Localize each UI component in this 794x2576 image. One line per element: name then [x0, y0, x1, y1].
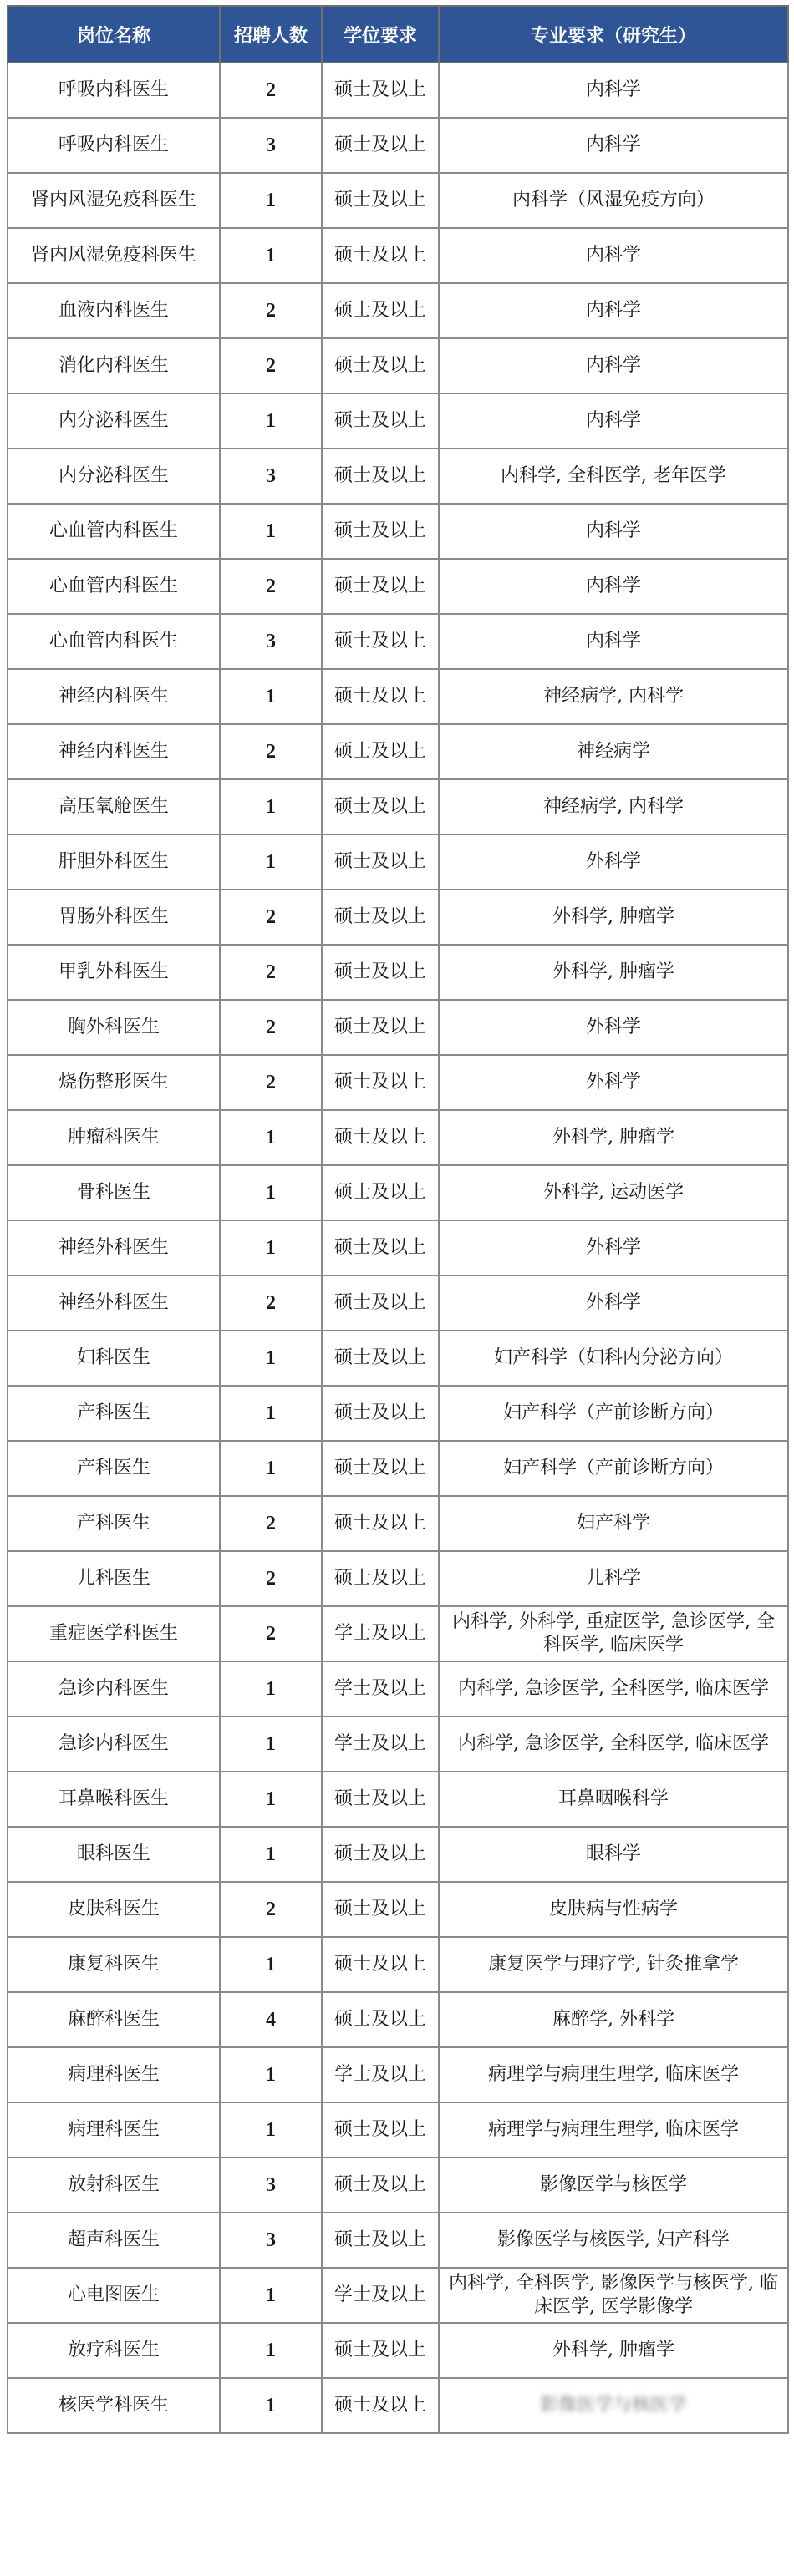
cell-post: 病理科医生: [8, 2102, 220, 2158]
table-row: [8, 338, 788, 393]
cell-degree: 硕士及以上: [322, 1441, 439, 1496]
cell-major: 内科学, 全科医学, 老年医学: [439, 449, 788, 504]
cell-major: 内科学, 急诊医学, 全科医学, 临床医学: [439, 1661, 788, 1716]
cell-count: 2: [220, 63, 322, 118]
cell-major: 内科学: [439, 63, 788, 118]
cell-count: 1: [220, 779, 322, 834]
cell-post: 神经外科医生: [8, 1220, 220, 1275]
cell-major: 内科学: [439, 504, 788, 559]
cell-post: 骨科医生: [8, 1165, 220, 1220]
cell-post: 产科医生: [8, 1386, 220, 1441]
cell-post: 急诊内科医生: [8, 1716, 220, 1772]
table-row: [8, 504, 788, 559]
cell-post: 心电图医生: [8, 2268, 220, 2323]
cell-count: 2: [220, 1496, 322, 1551]
table-row: [8, 559, 788, 614]
cell-degree: 硕士及以上: [322, 614, 439, 669]
cell-post: 胃肠外科医生: [8, 890, 220, 945]
cell-count: 2: [220, 945, 322, 1000]
cell-degree: 硕士及以上: [322, 559, 439, 614]
cell-count: 3: [220, 2213, 322, 2268]
cell-degree: 硕士及以上: [322, 338, 439, 393]
cell-count: 1: [220, 1220, 322, 1275]
cell-post: 神经内科医生: [8, 669, 220, 724]
cell-degree: 硕士及以上: [322, 393, 439, 449]
cell-degree: 硕士及以上: [322, 63, 439, 118]
cell-degree: 硕士及以上: [322, 1551, 439, 1606]
cell-count: 1: [220, 393, 322, 449]
cell-degree: 硕士及以上: [322, 1000, 439, 1055]
cell-post: 病理科医生: [8, 2047, 220, 2102]
table-row: [8, 779, 788, 834]
cell-major: 外科学, 肿瘤学: [439, 890, 788, 945]
cell-count: 2: [220, 724, 322, 779]
cell-major: 内科学: [439, 338, 788, 393]
table-row: [8, 1937, 788, 1992]
cell-major: 眼科学: [439, 1827, 788, 1882]
cell-post: 急诊内科医生: [8, 1661, 220, 1716]
cell-degree: 硕士及以上: [322, 2158, 439, 2213]
cell-degree: 硕士及以上: [322, 1882, 439, 1937]
table-row: [8, 1496, 788, 1551]
cell-post: 呼吸内科医生: [8, 118, 220, 173]
cell-post: 胸外科医生: [8, 1000, 220, 1055]
cell-post: 放疗科医生: [8, 2323, 220, 2378]
cell-degree: 硕士及以上: [322, 834, 439, 890]
table-row: [8, 890, 788, 945]
cell-post: 产科医生: [8, 1441, 220, 1496]
cell-count: 1: [220, 1716, 322, 1772]
cell-post: 超声科医生: [8, 2213, 220, 2268]
cell-degree: 学士及以上: [322, 1606, 439, 1661]
cell-post: 耳鼻喉科医生: [8, 1772, 220, 1827]
cell-degree: 硕士及以上: [322, 1992, 439, 2047]
cell-major: 内科学: [439, 228, 788, 283]
table-row: [8, 1165, 788, 1220]
table-row: [8, 1386, 788, 1441]
cell-post: 麻醉科医生: [8, 1992, 220, 2047]
cell-major: 外科学: [439, 1275, 788, 1331]
cell-count: 3: [220, 118, 322, 173]
cell-count: 1: [220, 1165, 322, 1220]
table-row: [8, 1606, 788, 1661]
cell-major: 外科学: [439, 1220, 788, 1275]
cell-count: 2: [220, 338, 322, 393]
cell-degree: 硕士及以上: [322, 890, 439, 945]
cell-major: 内科学: [439, 559, 788, 614]
cell-count: 1: [220, 834, 322, 890]
cell-post: 重症医学科医生: [8, 1606, 220, 1661]
cell-post: 妇科医生: [8, 1331, 220, 1386]
cell-count: 1: [220, 228, 322, 283]
cell-degree: 硕士及以上: [322, 945, 439, 1000]
table-row: [8, 1992, 788, 2047]
header-row: [8, 6, 788, 63]
cell-degree: 硕士及以上: [322, 283, 439, 338]
table-row: [8, 2268, 788, 2323]
cell-degree: 硕士及以上: [322, 2213, 439, 2268]
cell-major: 内科学: [439, 614, 788, 669]
cell-degree: 硕士及以上: [322, 724, 439, 779]
cell-major: 神经病学, 内科学: [439, 779, 788, 834]
cell-count: 2: [220, 1882, 322, 1937]
header-post: 岗位名称: [8, 6, 220, 63]
cell-count: 1: [220, 2378, 322, 2433]
cell-post: 心血管内科医生: [8, 559, 220, 614]
cell-major: 病理学与病理生理学, 临床医学: [439, 2047, 788, 2102]
cell-post: 呼吸内科医生: [8, 63, 220, 118]
cell-count: 2: [220, 283, 322, 338]
cell-count: 3: [220, 449, 322, 504]
table-row: [8, 834, 788, 890]
cell-post: 放射科医生: [8, 2158, 220, 2213]
cell-major: 外科学, 运动医学: [439, 1165, 788, 1220]
cell-major: 神经病学, 内科学: [439, 669, 788, 724]
cell-degree: 学士及以上: [322, 1716, 439, 1772]
table-row: [8, 1275, 788, 1331]
table-row: [8, 2378, 788, 2433]
cell-count: 3: [220, 614, 322, 669]
cell-degree: 硕士及以上: [322, 1331, 439, 1386]
cell-count: 2: [220, 890, 322, 945]
cell-degree: 学士及以上: [322, 2047, 439, 2102]
cell-major: 麻醉学, 外科学: [439, 1992, 788, 2047]
table-row: [8, 283, 788, 338]
cell-post: 皮肤科医生: [8, 1882, 220, 1937]
cell-post: 眼科医生: [8, 1827, 220, 1882]
table-row: [8, 1220, 788, 1275]
cell-degree: 硕士及以上: [322, 2323, 439, 2378]
cell-degree: 硕士及以上: [322, 504, 439, 559]
header-major: 专业要求（研究生）: [439, 6, 788, 63]
cell-degree: 硕士及以上: [322, 669, 439, 724]
cell-degree: 硕士及以上: [322, 1220, 439, 1275]
header-count: 招聘人数: [220, 6, 322, 63]
cell-major: 内科学, 外科学, 重症医学, 急诊医学, 全科医学, 临床医学: [439, 1606, 788, 1661]
cell-degree: 硕士及以上: [322, 1110, 439, 1165]
table-row: [8, 1716, 788, 1772]
table-row: [8, 614, 788, 669]
cell-major: 内科学: [439, 393, 788, 449]
table-row: [8, 669, 788, 724]
table-row: [8, 1055, 788, 1110]
cell-count: 1: [220, 1827, 322, 1882]
cell-degree: 硕士及以上: [322, 1275, 439, 1331]
cell-post: 内分泌科医生: [8, 449, 220, 504]
table-row: [8, 1772, 788, 1827]
cell-major: 外科学: [439, 834, 788, 890]
cell-degree: 硕士及以上: [322, 1827, 439, 1882]
cell-count: 1: [220, 2102, 322, 2158]
table-row: [8, 118, 788, 173]
cell-post: 心血管内科医生: [8, 504, 220, 559]
table-row: [8, 724, 788, 779]
cell-count: 1: [220, 2323, 322, 2378]
cell-degree: 硕士及以上: [322, 2378, 439, 2433]
cell-degree: 硕士及以上: [322, 779, 439, 834]
cell-count: 1: [220, 504, 322, 559]
cell-count: 1: [220, 1441, 322, 1496]
cell-degree: 硕士及以上: [322, 1772, 439, 1827]
table-row: [8, 1000, 788, 1055]
table-row: [8, 1110, 788, 1165]
cell-degree: 硕士及以上: [322, 1055, 439, 1110]
cell-post: 高压氧舱医生: [8, 779, 220, 834]
cell-major: 影像医学与核医学: [439, 2378, 788, 2433]
recruitment-table-wrapper: [7, 5, 787, 2434]
cell-count: 1: [220, 1661, 322, 1716]
cell-post: 产科医生: [8, 1496, 220, 1551]
cell-major: 外科学, 肿瘤学: [439, 945, 788, 1000]
table-row: [8, 393, 788, 449]
cell-degree: 学士及以上: [322, 1661, 439, 1716]
cell-post: 甲乳外科医生: [8, 945, 220, 1000]
table-row: [8, 2158, 788, 2213]
table-row: [8, 449, 788, 504]
cell-count: 1: [220, 1386, 322, 1441]
table-row: [8, 945, 788, 1000]
cell-count: 1: [220, 2268, 322, 2323]
cell-count: 2: [220, 559, 322, 614]
table-row: [8, 228, 788, 283]
cell-count: 4: [220, 1992, 322, 2047]
table-body: [8, 63, 788, 2433]
header-degree: 学位要求: [322, 6, 439, 63]
table-row: [8, 173, 788, 228]
table-row: [8, 1441, 788, 1496]
table-row: [8, 1827, 788, 1882]
cell-degree: 硕士及以上: [322, 118, 439, 173]
cell-major: 妇产科学（妇科内分泌方向）: [439, 1331, 788, 1386]
cell-post: 神经外科医生: [8, 1275, 220, 1331]
cell-major: 妇产科学（产前诊断方向）: [439, 1441, 788, 1496]
cell-post: 神经内科医生: [8, 724, 220, 779]
cell-major: 内科学, 急诊医学, 全科医学, 临床医学: [439, 1716, 788, 1772]
cell-major: 内科学: [439, 118, 788, 173]
cell-count: 2: [220, 1055, 322, 1110]
cell-major: 康复医学与理疗学, 针灸推拿学: [439, 1937, 788, 1992]
cell-major: 影像医学与核医学: [439, 2158, 788, 2213]
cell-count: 2: [220, 1551, 322, 1606]
cell-major: 外科学: [439, 1055, 788, 1110]
cell-major: 妇产科学: [439, 1496, 788, 1551]
cell-count: 3: [220, 2158, 322, 2213]
cell-degree: 硕士及以上: [322, 228, 439, 283]
cell-count: 2: [220, 1000, 322, 1055]
cell-degree: 硕士及以上: [322, 2102, 439, 2158]
cell-major: 内科学: [439, 283, 788, 338]
table-row: [8, 2047, 788, 2102]
cell-post: 肝胆外科医生: [8, 834, 220, 890]
cell-count: 1: [220, 2047, 322, 2102]
cell-major: 外科学, 肿瘤学: [439, 2323, 788, 2378]
cell-major: 耳鼻咽喉科学: [439, 1772, 788, 1827]
cell-post: 肿瘤科医生: [8, 1110, 220, 1165]
cell-post: 心血管内科医生: [8, 614, 220, 669]
cell-post: 核医学科医生: [8, 2378, 220, 2433]
cell-degree: 硕士及以上: [322, 1386, 439, 1441]
cell-degree: 硕士及以上: [322, 1165, 439, 1220]
cell-major: 内科学（风湿免疫方向）: [439, 173, 788, 228]
cell-post: 肾内风湿免疫科医生: [8, 228, 220, 283]
table-row: [8, 2102, 788, 2158]
cell-degree: 硕士及以上: [322, 449, 439, 504]
cell-major: 内科学, 全科医学, 影像医学与核医学, 临床医学, 医学影像学: [439, 2268, 788, 2323]
cell-major: 皮肤病与性病学: [439, 1882, 788, 1937]
cell-degree: 硕士及以上: [322, 1937, 439, 1992]
table-row: [8, 2213, 788, 2268]
table-row: [8, 1661, 788, 1716]
cell-count: 2: [220, 1606, 322, 1661]
cell-post: 消化内科医生: [8, 338, 220, 393]
cell-major: 外科学, 肿瘤学: [439, 1110, 788, 1165]
table-row: [8, 1331, 788, 1386]
cell-major: 神经病学: [439, 724, 788, 779]
table-row: [8, 1551, 788, 1606]
cell-post: 儿科医生: [8, 1551, 220, 1606]
cell-major: 妇产科学（产前诊断方向）: [439, 1386, 788, 1441]
cell-major: 病理学与病理生理学, 临床医学: [439, 2102, 788, 2158]
cell-post: 内分泌科医生: [8, 393, 220, 449]
cell-count: 1: [220, 669, 322, 724]
cell-major: 儿科学: [439, 1551, 788, 1606]
recruitment-table: [7, 5, 789, 2434]
table-row: [8, 1882, 788, 1937]
cell-count: 1: [220, 1937, 322, 1992]
cell-count: 1: [220, 173, 322, 228]
cell-post: 肾内风湿免疫科医生: [8, 173, 220, 228]
cell-degree: 硕士及以上: [322, 173, 439, 228]
cell-count: 1: [220, 1110, 322, 1165]
cell-count: 1: [220, 1772, 322, 1827]
table-row: [8, 63, 788, 118]
cell-post: 康复科医生: [8, 1937, 220, 1992]
table-header: [8, 6, 788, 63]
cell-count: 1: [220, 1331, 322, 1386]
cell-count: 2: [220, 1275, 322, 1331]
cell-major: 影像医学与核医学, 妇产科学: [439, 2213, 788, 2268]
cell-post: 烧伤整形医生: [8, 1055, 220, 1110]
cell-major: 外科学: [439, 1000, 788, 1055]
cell-post: 血液内科医生: [8, 283, 220, 338]
cell-degree: 学士及以上: [322, 2268, 439, 2323]
cell-degree: 硕士及以上: [322, 1496, 439, 1551]
table-row: [8, 2323, 788, 2378]
